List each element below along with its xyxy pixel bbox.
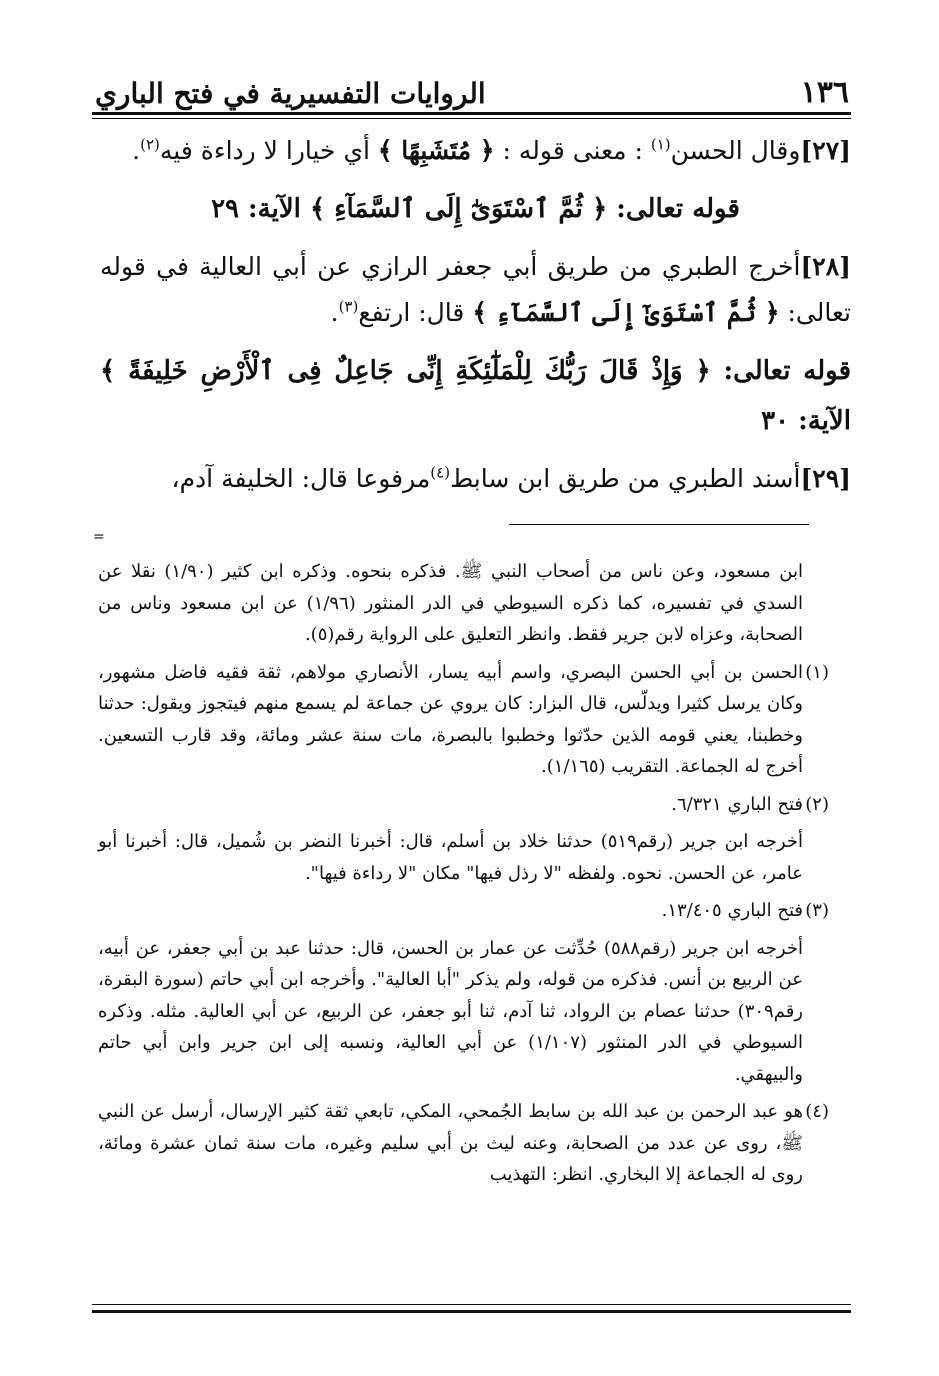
heading-lead: قوله تعالى: bbox=[710, 356, 852, 386]
entry-text: وقال الحسن bbox=[670, 136, 801, 165]
header-rule-thin bbox=[92, 118, 851, 119]
entry-27 bbox=[100, 128, 851, 174]
footnote-ref: (٢) bbox=[140, 135, 160, 154]
footnote-3-detail: أخرجه ابن جرير (رقم٥٨٨) حُدِّثت عن عمار بن الحسن، قال: حدثنا عبد بن أبي جعفر، عن أبيه، عن الربيع بن أنس. فذكره من قوله، ولم يذكر "أبا العالية". وأخرجه ابن أبي حاتم (سورة البقرة، رقم٣٠٩) حدثنا عصام بن الرواد، ثنا آدم، ثنا أبو جعفر، عن الربيع، عن أبي العالية. مثله. وذكره السيوطي في الدر المنثور (١/١٠٧) عن أبي العالية، ونسبه إلى ابن جرير وابن أبي حاتم والبيهقي. bbox=[98, 937, 803, 1085]
running-title: الروايات التفسيرية في فتح الباري bbox=[95, 77, 486, 110]
quran-quote: ﴿ مُتَشَبِهًا ﴾ bbox=[377, 136, 495, 165]
main-text bbox=[100, 128, 851, 502]
quran-quote: ﴿ ثُمَّ ٱسْتَوَىٰٓ إِلَى ٱلسَّمَآءِ ﴾ bbox=[309, 194, 608, 224]
footnotes bbox=[98, 556, 829, 1197]
header-rule-thick bbox=[92, 112, 851, 115]
footnote-label: (١) bbox=[805, 661, 829, 683]
footnote-label: (٢) bbox=[805, 793, 829, 815]
entry-text: أخرج الطبري من طريق أبي جعفر الرازي عن أبي العالية في قوله تعالى: bbox=[100, 252, 851, 327]
quran-quote: ﴿ وَإِذْ قَالَ رَبُّكَ لِلْمَلَٰٓئِكَةِ إِنِّى جَاعِلٌ فِى ٱلْأَرْضِ خَلِيفَةً ﴾ bbox=[100, 356, 711, 386]
verse-heading-30 bbox=[100, 346, 851, 446]
entry-text: أي خيارا لا رداءة فيه bbox=[159, 136, 378, 165]
footnote-text: فتح الباري ١٣/٤٠٥. bbox=[661, 900, 803, 921]
footnote-2 bbox=[98, 789, 829, 821]
footnote-label: (٤) bbox=[805, 1101, 829, 1122]
footnote-2-detail: أخرجه ابن جرير (رقم٥١٩) حدثنا خلاد بن أسلم، قال: أخبرنا النضر بن شُميل، قال: أخبرنا أبو عامر، عن الحسن. نحوه. ولفظه "لا رذل فيها" مكان "لا رداءة فيها". bbox=[98, 831, 803, 884]
footnote-continuation: ابن مسعود، وعن ناس من أصحاب النبي ﷺ. فذكره بنحوه. وذكره ابن كثير (١/٩٠) نقلا عن السدي في تفسيره، كما ذكره السيوطي في الدر المنثور (١/٩٦) عن ابن مسعود وناس من الصحابة، وعزاه لابن جرير فقط. وانظر التعليق على الرواية رقم(٥). bbox=[98, 561, 804, 645]
quran-quote: ﴿ ثُمَّ ٱسْتَوَىٰٓ إِلَى ٱلسَّمَآءِ ﴾ bbox=[472, 298, 780, 327]
verse-heading-29 bbox=[100, 184, 851, 234]
entry-text: أسند الطبري من طريق ابن سابط bbox=[450, 464, 801, 493]
footnote-ref: (٤) bbox=[430, 463, 451, 482]
entry-number: [٢٨] bbox=[800, 252, 851, 281]
footnote-ref: (٣) bbox=[338, 297, 359, 316]
footnote-text: الحسن بن أبي الحسن البصري، واسم أبيه يسار، الأنصاري مولاهم، ثقة فقيه فاضل مشهور، وكان يرسل كثيرا ويدلّس، قال البزار: كان يروي عن جماعة لم يسمع منهم فيتجوز ويقول: حدثنا وخطبنا، يعني قومه الذين حدّثوا وخطبوا بالبصرة، مات سنة عشر ومائة، وقد قارب التسعين. أخرج له الجماعة. التقريب (١/١٦٥). bbox=[98, 661, 803, 777]
entry-number: [٢٧] bbox=[800, 136, 851, 165]
heading-verse-number: الآية: ٢٩ bbox=[211, 194, 310, 224]
entry-text: قال: ارتفع bbox=[358, 298, 473, 327]
footer-rule-thin bbox=[92, 1304, 851, 1305]
footnote-text: فتح الباري ٦/٣٢١. bbox=[671, 793, 803, 815]
footnote-4 bbox=[98, 1096, 829, 1191]
entry-text: مرفوعا قال: الخليفة آدم، bbox=[171, 464, 431, 493]
heading-lead: قوله تعالى: bbox=[607, 194, 740, 224]
entry-text: . bbox=[330, 298, 339, 327]
footnote-ref: (١) bbox=[650, 135, 671, 154]
footnote-label: (٣) bbox=[805, 900, 829, 921]
footnote-1 bbox=[98, 657, 829, 783]
heading-verse-number: الآية: ٣٠ bbox=[761, 406, 851, 436]
entry-28 bbox=[100, 244, 851, 336]
footnote-separator bbox=[509, 524, 809, 525]
page-number: ١٣٦ bbox=[800, 75, 849, 110]
page-header bbox=[95, 58, 849, 110]
footnote-text: هو عبد الرحمن بن عبد الله بن سابط الجُمحي، المكي، تابعي ثقة كثير الإرسال، أرسل عن النبي ﷺ، روى عن عدد من الصحابة، وعنه ليث بن أبي سليم وغيره، مات سنة ثمان عشرة ومائة، روى له الجماعة إلا البخاري. انظر: التهذيب bbox=[98, 1101, 803, 1185]
entry-text: . bbox=[132, 136, 141, 165]
entry-29 bbox=[100, 456, 851, 502]
entry-number: [٢٩] bbox=[800, 464, 851, 493]
entry-text: : معنى قوله : bbox=[494, 136, 651, 165]
footnote-3 bbox=[98, 895, 829, 927]
footer-rule-thick bbox=[92, 1310, 851, 1313]
continuation-mark: = bbox=[93, 529, 105, 545]
